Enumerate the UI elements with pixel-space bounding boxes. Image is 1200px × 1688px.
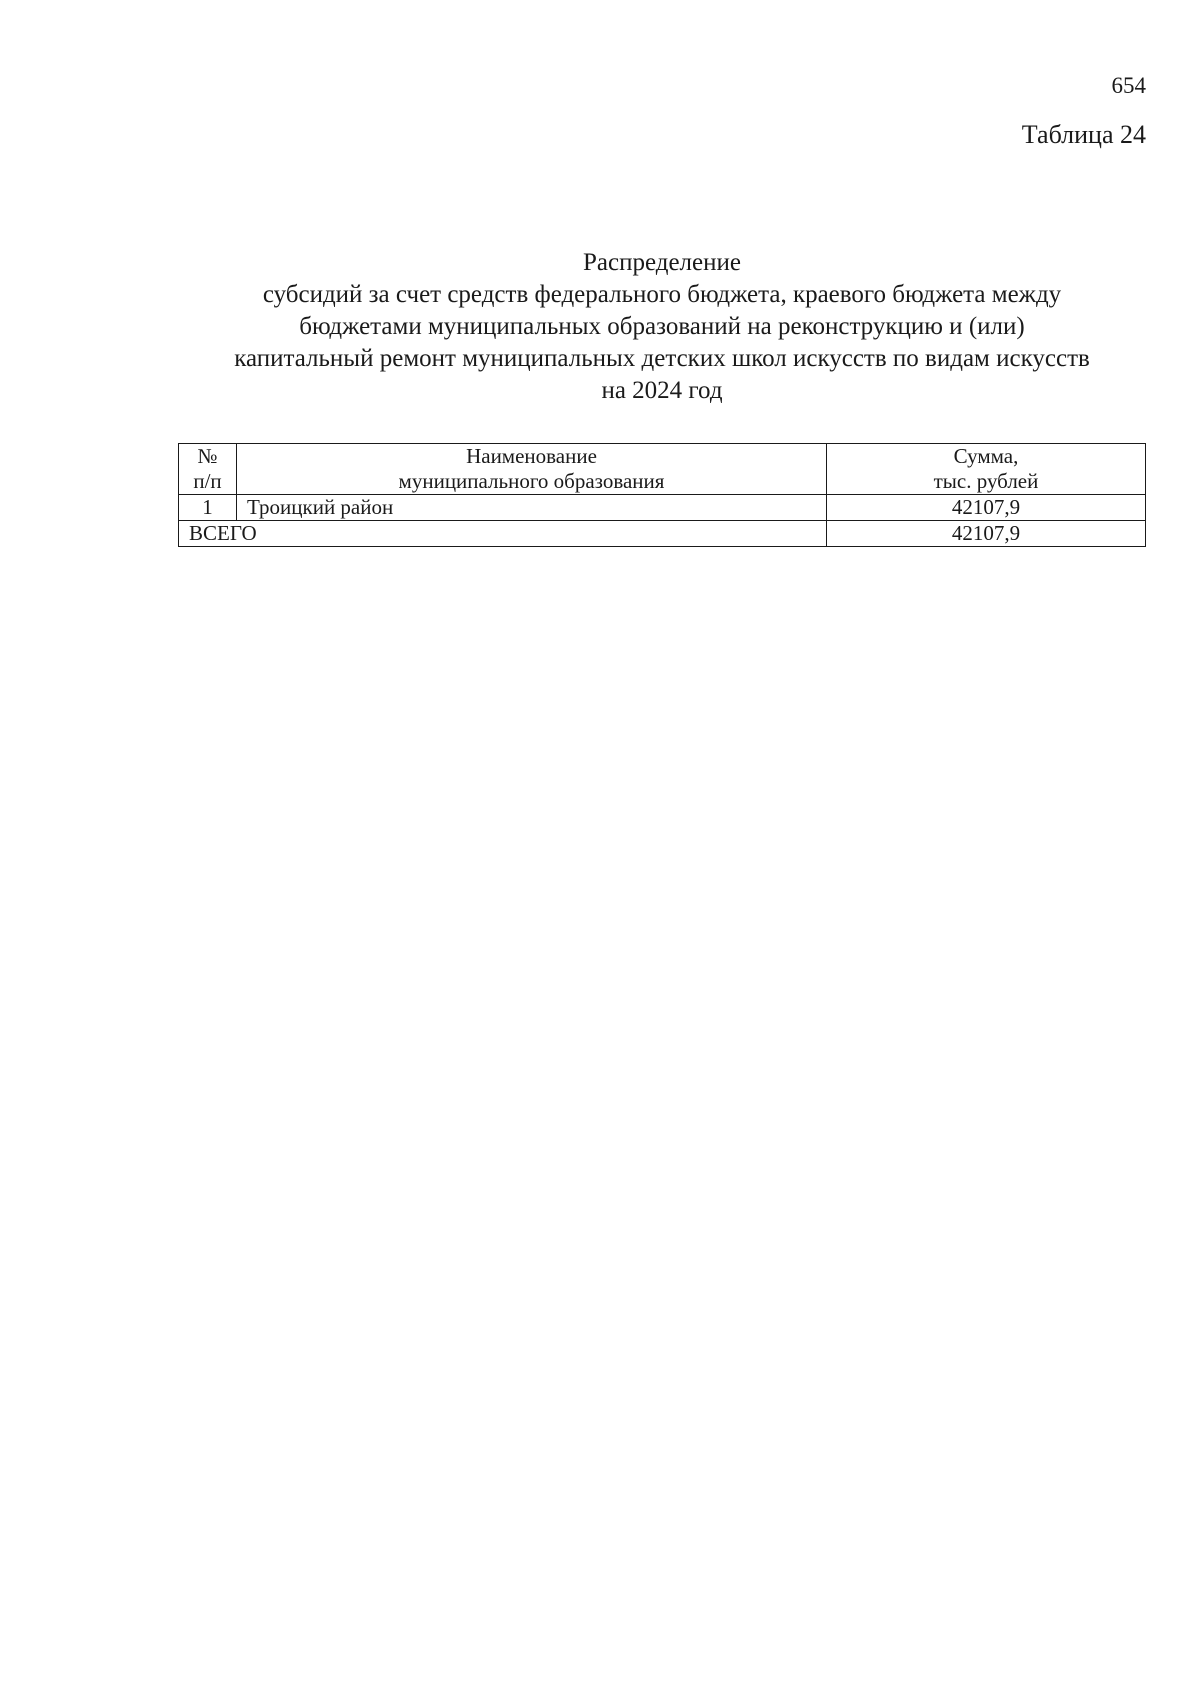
title-line: капитальный ремонт муниципальных детских школ искусств по видам искусств <box>234 345 1090 372</box>
row-name: Троицкий район <box>237 495 827 521</box>
total-sum: 42107,9 <box>827 521 1146 547</box>
total-label: ВСЕГО <box>179 521 827 547</box>
header-num-line: п/п <box>193 469 222 493</box>
document-title <box>178 247 1146 407</box>
table-caption: Таблица 24 <box>1021 120 1146 149</box>
header-name-line: муниципального образования <box>398 469 665 493</box>
row-num: 1 <box>179 495 237 521</box>
header-sum-line: Сумма, <box>953 444 1019 468</box>
title-line: бюджетами муниципальных образований на реконструкцию и (или) <box>299 313 1025 340</box>
header-name <box>237 444 827 495</box>
header-sum <box>827 444 1146 495</box>
header-name-line: Наименование <box>466 444 597 468</box>
header-num <box>179 444 237 495</box>
row-sum: 42107,9 <box>827 495 1146 521</box>
header-num-line: № <box>197 444 218 468</box>
title-line: Распределение <box>583 249 741 276</box>
table-row <box>179 495 1146 521</box>
page-number: 654 <box>1111 73 1146 98</box>
subsidy-table <box>178 443 1146 547</box>
title-line: на 2024 год <box>601 377 723 404</box>
table-header-row <box>179 444 1146 495</box>
title-line: субсидий за счет средств федерального бюджета, краевого бюджета между <box>262 281 1062 308</box>
table-total-row <box>179 521 1146 547</box>
header-sum-line: тыс. рублей <box>933 469 1039 493</box>
